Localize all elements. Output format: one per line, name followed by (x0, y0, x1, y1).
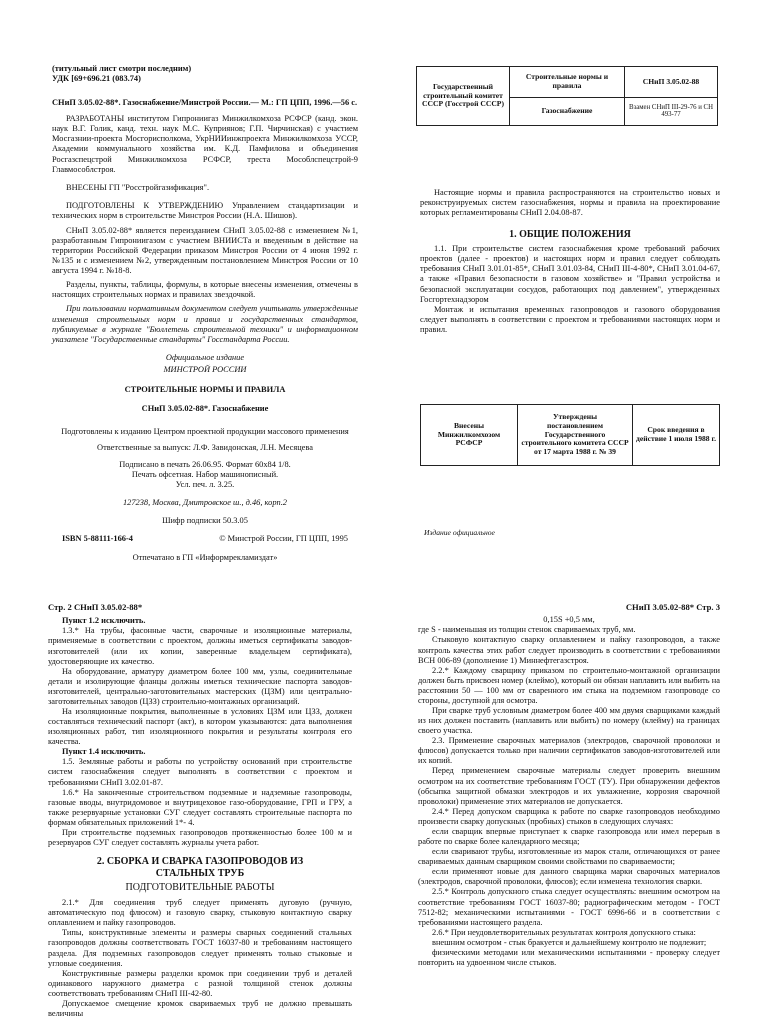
paragraph-1-3b: На оборудование, арматуру диаметром более 100 мм, узлы, соединительные детали и изолирующие фланцы должны иметься технические паспорта заводов-изготовителей, центрально-заготовительных мастерских (ЦЗМ) или центрально-заготовительных заводов (ЦЗЗ) строительно-монтажных организаций. (48, 666, 352, 706)
header-table (416, 66, 718, 126)
print-type: Печать офсетная. Набор машинописный. (131, 470, 279, 480)
paragraph-1-1b: Монтаж и испытания временных газопроводов и газового оборудования следует выполнять в соответствии с проектом и требованиями настоящих норм и правил. (420, 304, 720, 334)
formula: 0,15S +0,5 мм, (543, 615, 595, 625)
section1-title: 1. ОБЩИЕ ПОЛОЖЕНИЯ (509, 229, 631, 241)
paragraph-1-3c: На изоляционные покрытия, выполненные в условиях ЦЗМ или ЦЗЗ, должен составляться технический паспорт (акт), в котором указываются: дата выполнения изоляционных работ, тип изоляционного покрытия и результаты контроля его качества. (48, 707, 352, 747)
scope: Настоящие нормы и правила распространяются на строительство новых и реконструируемых систем газоснабжения, нормы и правила на проектирование которых регламентированы СНиП 2.04.08-87. (420, 188, 720, 218)
paragraph-1-6: 1.6.* На законченные строительством подземные и надземные газопроводы, газовые вводы, внутридомовое и внутрицеховое газо-оборудование, ГРП и ГРУ, а также резервуарные установки СУГ следует составлять строительные паспорта по формам обязательных приложений 1*- 4. (48, 787, 352, 827)
header-replace: Взамен СНиП III-29-76 и СН 493-77 (625, 97, 718, 125)
approval-cell (518, 405, 633, 466)
formula-where: где S - наименьшая из толщин стенок свариваемых труб, мм. (418, 625, 636, 635)
paragraph-1-1: 1.1. При строительстве систем газоснабжения кроме требований рабочих проектов (далее - проектов) и настоящих норм и правил следует соблюдать требования СНиП 3.01.01-85*, СНиП 3.01.03-84, СНиП III-4-80*, СНиП 3.01.04-67, а также «Правил безопасности в газовом хозяйстве» и "Правил устройства и безопасной эксплуатации сосудов, работающих под давлением", утвержденных Госгортехнадзором (420, 244, 720, 304)
isbn-row (52, 534, 358, 544)
paragraph-2-1d: Допускаемое смещение кромок свариваемых труб не должно превышать величины (48, 998, 352, 1018)
approval-label: Утверждены (552, 412, 598, 422)
approval-introduced: Внесены Минжилкомхозом РСФСР (421, 405, 518, 466)
paragraph-1-2: Пункт 1.2 исключить. (62, 616, 146, 626)
paragraph-1-3: 1.3.* На трубы, фасонные части, сварочные и изоляционные материалы, применяемые в соответствии с проектом, должны иметься сертификаты заводов-изготовителей (или их копии, заверенные владельцем сертификата), удостоверяющие их качество. (48, 626, 352, 666)
norms-title: СТРОИТЕЛЬНЫЕ НОРМЫ И ПРАВИЛА (124, 384, 286, 394)
page3-column (418, 602, 720, 968)
header-code: СНиП 3.05.02-88 (625, 67, 718, 98)
page1-right-column (420, 188, 720, 335)
prepared-by: ПОДГОТОВЛЕНЫ К УТВЕРЖДЕНИЮ Управлением стандартизации и технических норм в строительстве Минстроя России (Н.А. Шишов). (52, 200, 358, 220)
asterisk-note: Разделы, пункты, таблицы, формулы, в которые внесены изменения, отмечены в настоящих строительных нормах и правилах звездочкой. (52, 280, 358, 300)
signed-print: Подписано в печать 26.06.95. Формат 60х84 1/8. (119, 460, 291, 470)
list-item: если сварщик впервые приступает к сварке газопровода или имел перерыв в работе по сварке более календарного месяца; (418, 826, 720, 847)
isbn: ISBN 5-88111-166-4 (62, 534, 133, 544)
paragraph-2-1: 2.1.* Для соединения труб следует применять дуговую (ручную, автоматическую под флюсом) и газовую сварку, стыковую контактную сварку оплавлением и пайку газопроводов. (48, 898, 352, 928)
paragraph-2-2b: При сварке труб условным диаметром более 400 мм двумя сварщиками каждый из них должен поставить (наплавить или выбить) по номеру (клейму) на границах своего участка. (418, 706, 720, 736)
copyright: © Минстрой России, ГП ЦПП, 1995 (219, 534, 348, 544)
usage-note: При пользовании нормативным документом следует учитывать утвержденные изменения строительных норм и правил и государственных стандартов, публикуемые в журнале "Бюллетень строительной техники" и информационном указателе "Государственные стандарты" Госстандарта России. (52, 304, 358, 344)
paragraph-2-3: 2.3. Применение сварочных материалов (электродов, сварочной проволоки и флюсов) допускается только при наличии сертификатов заводов-изготовителей или их копий. (418, 736, 720, 766)
page2-running-head: Стр. 2 СНиП 3.05.02-88* (48, 602, 143, 612)
reissue-note: СНиП 3.05.02-88* является переизданием СНиП 3.05.02-88 с изменением №1, разработанным Гипрониигазом с участием ВНИИСТа и введенным в действие на территории Российской Федерации приказом Минстроя России от 4 июня 1992 г. №135 и с изменением №2, утвержденным постановлением Минстроя России от 10 августа 1994 г. №18-8. (52, 225, 358, 276)
paragraph-2-3b: Перед применением сварочные материалы следует проверить внешним осмотром на их соответствие требованиям ГОСТ (ТУ). При обнаружении дефектов (обсыпка защитной обмазки электродов и их увлажнение, коррозия сварочной проволоки) применение этих материалов не допускается. (418, 766, 720, 806)
printed-at: Отпечатано в ГП «Информрекламиздат» (132, 552, 278, 562)
paragraph-2-5: 2.5.* Контроль допускного стыка следует осуществлять: внешним осмотром на соответствие требованиям ГОСТ 16037-80; радиографическим методом - ГОСТ 7512-82; механическими испытаниями - ГОСТ 6996-66 и в соответствии с требованиями настоящего раздела. (418, 887, 720, 927)
official-edition-footer: Издание официальное (424, 528, 495, 537)
list-item: если сваривают трубы, изготовленные из марок стали, отличающихся от ранее свариваемых данным сварщиком своими свойствами по свариваемости; (418, 847, 720, 867)
section2-title: 2. СБОРКА И СВАРКА ГАЗОПРОВОДОВ ИЗ СТАЛЬНЫХ ТРУБ (96, 856, 304, 880)
print-sheets: Усл. печ. л. 3.25. (175, 480, 235, 490)
paragraph-2-2: 2.2.* Каждому сварщику приказом по строительно-монтажной организации должен быть присвоен номер (клеймо), который он обязан наплавить или выбить на расстоянии 50 — 100 мм от сваренного им стыка на подземном газопроводе со стороны, доступной для осмотра. (418, 665, 720, 705)
paragraph-2-4: 2.4.* Перед допуском сварщика к работе по сварке газопроводов необходимо произвести сварку допускных (пробных) стыков в следующих случаях: (418, 806, 720, 826)
page1-left-column (52, 64, 358, 563)
page2-column (48, 602, 352, 1019)
publisher-address: 127238, Москва, Дмитровское ш., д.46, корп.2 (122, 498, 287, 508)
snip-title: СНиП 3.05.02-88*. Газоснабжение (141, 404, 269, 414)
developed-by: РАЗРАБОТАНЫ институтом Гипрониигаз Минжилкомхоза РСФСР (канд. экон. наук В.Г. Голик, канд. техн. наук М.С. Куприянов; Г.П. Чирчинская) с участием Мосгазнии-проекта Мосгорисполкома, УкрНИИинжпроекта Минжилкомхоза УССР, Академии коммунального хозяйства им. К.Д. Памфилова и объединения Росгазспецстрой Минжилкомхоза РСФСР, треста Мособлспецстрой-9 Главмособлстроя. (52, 114, 358, 174)
paragraph-contact-welding: Стыковую контактную сварку оплавлением и пайку газопроводов, а также контроль качества этих работ следует производить в соответствии с требованиями ВСН 006-89 (дополнение 1) Миннефтегазстроя. (418, 635, 720, 665)
paragraph-1-6b: При строительстве подземных газопроводов протяженностью более 100 м и резервуаров СУГ следует составлять журналы учета работ. (48, 827, 352, 848)
list-item: физическими методами или механическими испытаниями - проверку следует повторить на удвоенном числе стыков. (418, 947, 720, 967)
official-edition-label: Официальное издание (165, 352, 245, 362)
section2-subtitle: ПОДГОТОВИТЕЛЬНЫЕ РАБОТЫ (125, 882, 275, 894)
approval-text: постановлением Государственного строительного комитета СССР от 17 марта 1988 г. № 39 (521, 420, 629, 457)
approval-table (420, 404, 720, 466)
list-item: если применяют новые для данного сварщика марки сварочных материалов (электродов, сварочной проволоки, флюсов); если изменена технология сварки. (418, 867, 720, 887)
paragraph-1-4: Пункт 1.4 исключить. (62, 747, 146, 757)
paragraph-2-1c: Конструктивные размеры разделки кромок при соединении труб и деталей одинакового наружного диаметра с разной толщиной стенок должны соответствовать требованиям СНиП III-42-80. (48, 968, 352, 998)
prepared-edition: Подготовлены к изданию Центром проектной продукции массового применения Ответственные за выпуск: Л.Ф. Завидонская, Л.Н. Месяцева (61, 427, 349, 453)
header-org: Государственный строительный комитет СССР (Госстрой СССР) (417, 67, 510, 126)
introduced-by: ВНЕСЕНЫ ГП "Росстройгазификация". (66, 182, 210, 192)
title-note: (титульный лист смотри последним) (52, 64, 192, 73)
ministry-label: МИНСТРОЙ РОССИИ (163, 364, 247, 374)
paragraph-1-5: 1.5. Земляные работы и работы по устройству оснований при строительстве систем газоснабжения следует выполнять в соответствии с проектом и требованиями СНиП 3.02.01-87. (48, 757, 352, 787)
udk-code: УДК [69+696.21 (083.74) (52, 74, 141, 84)
header-subject: Газоснабжение (510, 97, 625, 125)
paragraph-2-6: 2.6.* При неудовлетворительных результатах контроля допускного стыка: (432, 927, 696, 937)
page3-running-head: СНиП 3.05.02-88* Стр. 3 (625, 602, 720, 612)
citation: СНиП 3.05.02-88*. Газоснабжение/Минстрой России.— М.: ГП ЦПП, 1996.—56 с. (52, 98, 358, 108)
subscription-cipher: Шифр подписки 50.3.05 (162, 516, 248, 526)
list-item: внешним осмотром - стык бракуется и дальнейшему контролю не подлежит; (432, 937, 707, 947)
paragraph-2-1b: Типы, конструктивные элементы и размеры сварных соединений стальных газопроводов должны соответствовать ГОСТ 16037-80 и требованиям настоящего раздела. Для подземных газопроводов следует применять только стыковые и угловые соединения. (48, 928, 352, 968)
header-doc-type: Строительные нормы и правила (510, 67, 625, 98)
approval-date: Срок введения в действие 1 июля 1988 г. (633, 405, 720, 466)
